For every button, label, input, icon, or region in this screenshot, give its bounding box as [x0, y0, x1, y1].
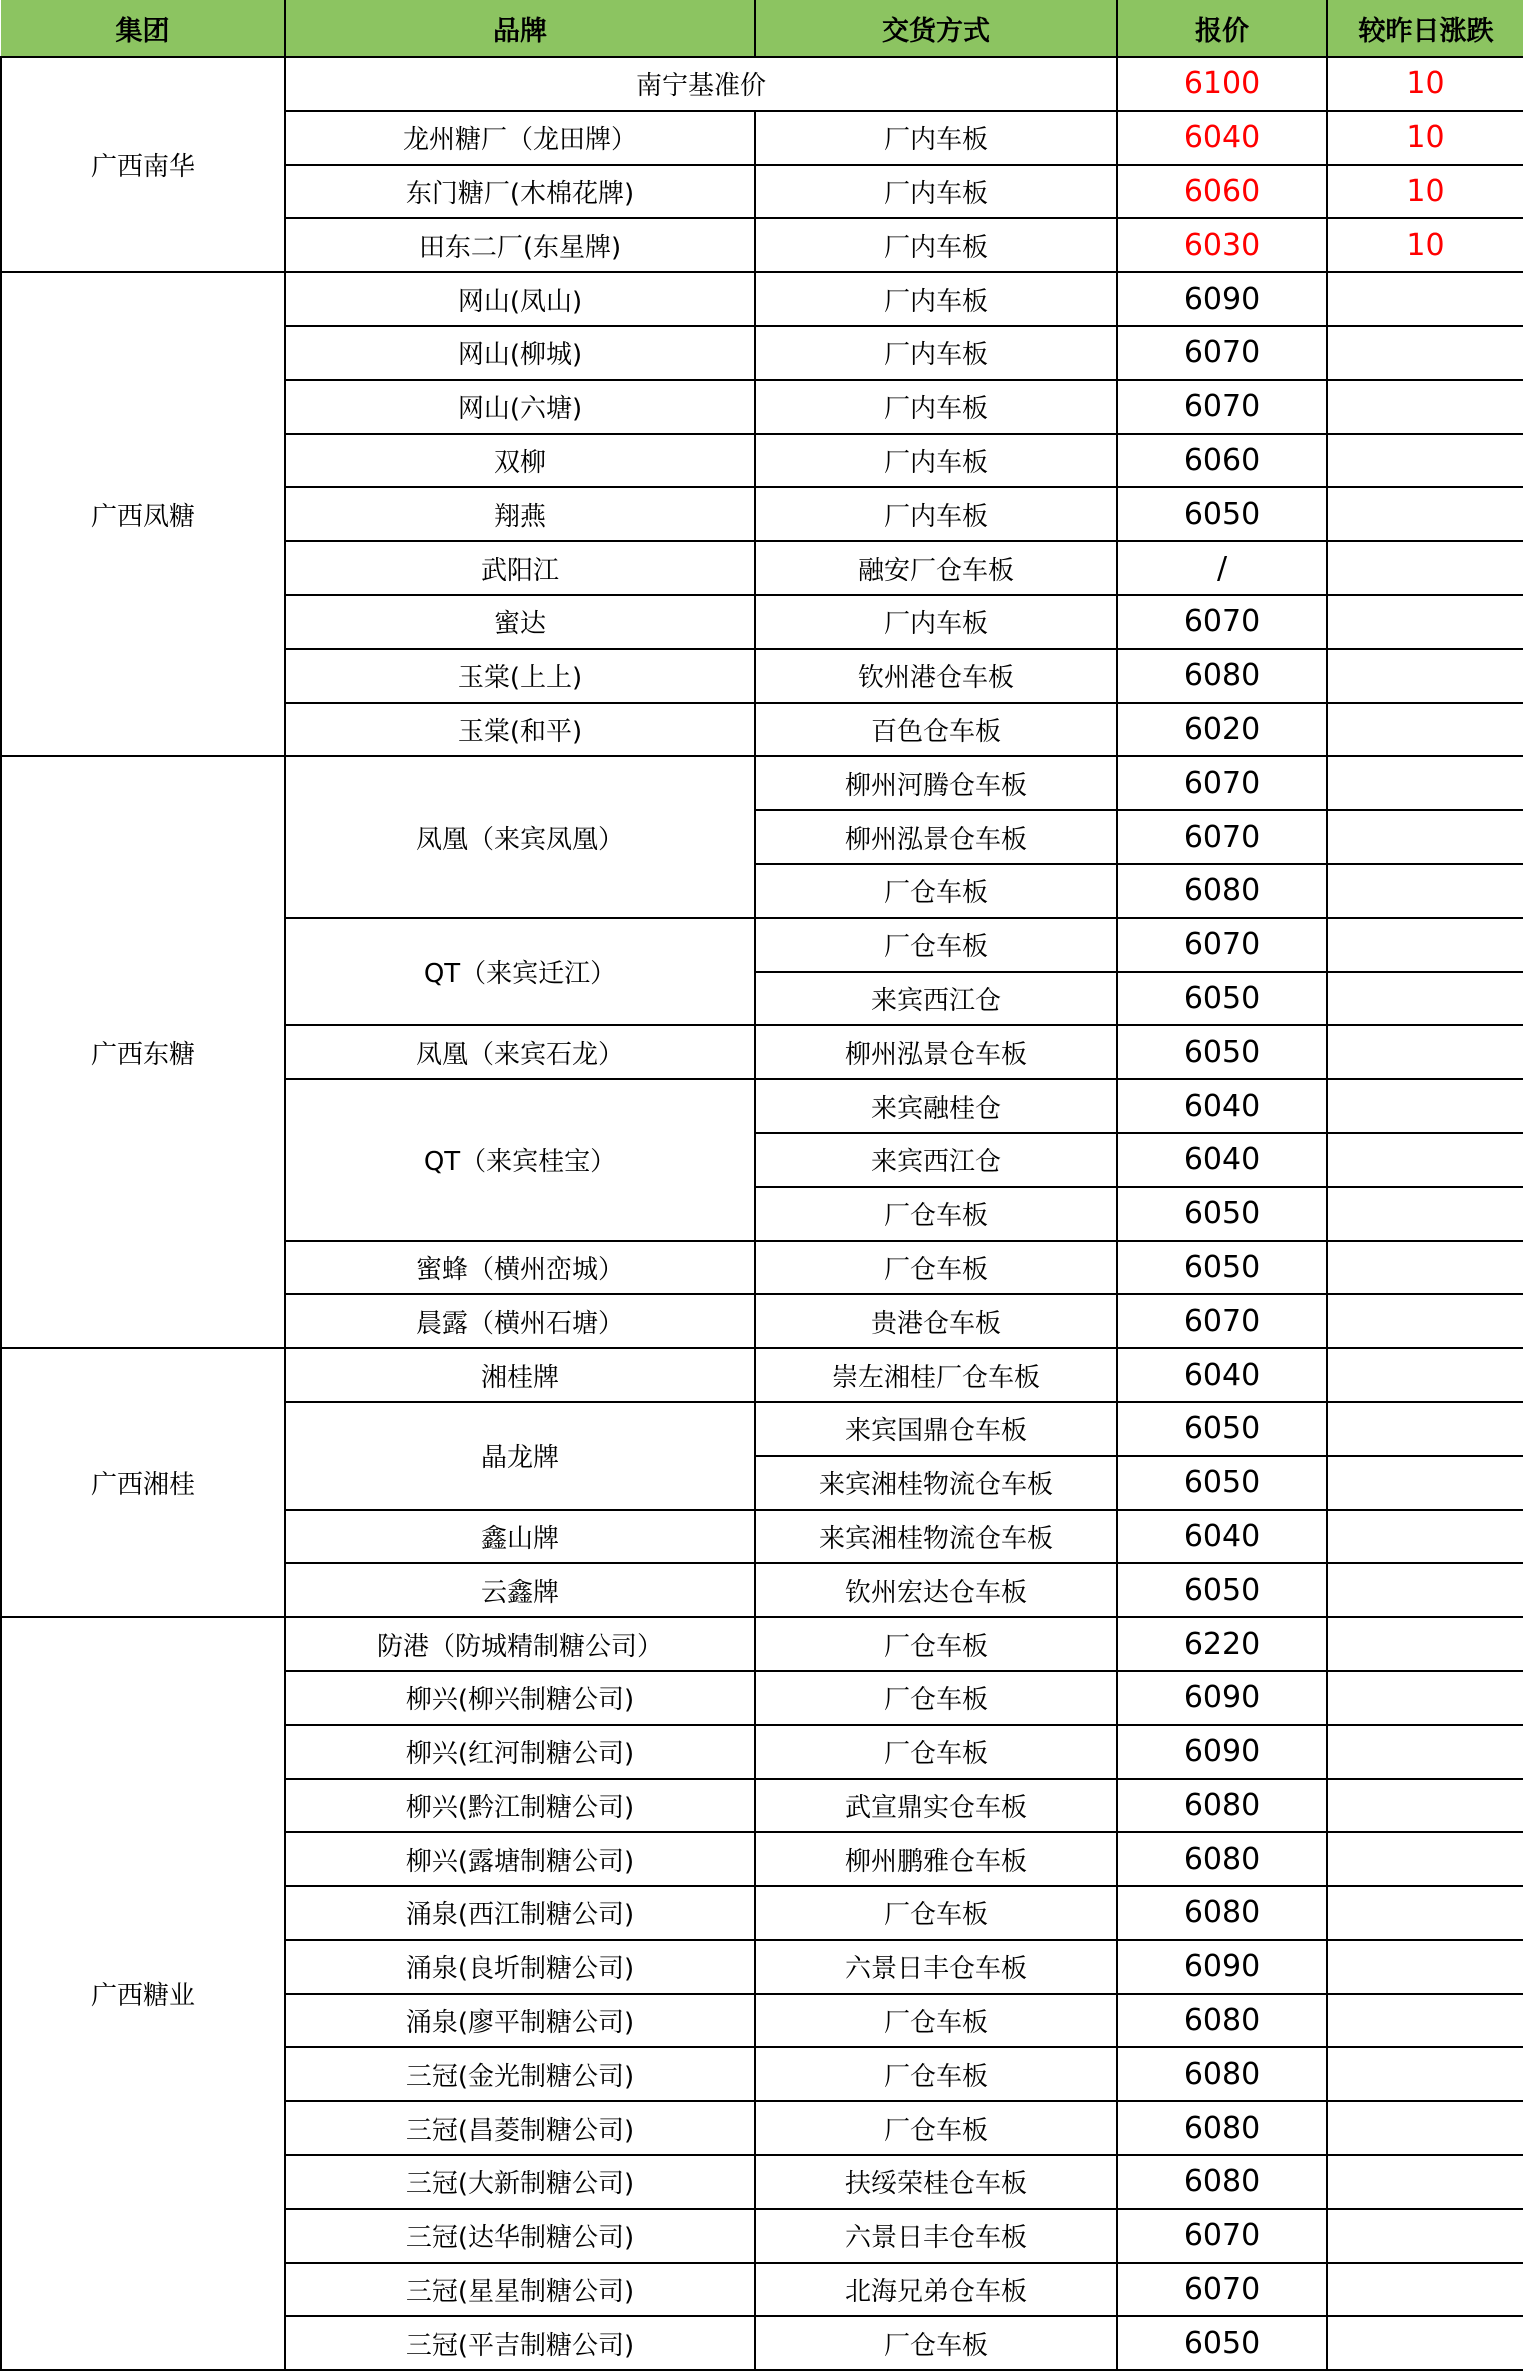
delivery-cell: 厂内车板 — [755, 595, 1117, 649]
column-header-price: 报价 — [1117, 0, 1327, 57]
change-cell — [1327, 1994, 1523, 2048]
table-row — [1, 57, 1523, 111]
delivery-cell: 厂仓车板 — [755, 1617, 1117, 1671]
price-cell: 6080 — [1117, 2155, 1327, 2209]
brand-cell: 涌泉(西江制糖公司) — [285, 1886, 755, 1940]
price-cell: 6040 — [1117, 1079, 1327, 1133]
table-row — [1, 1617, 1523, 1671]
price-cell: 6050 — [1117, 1456, 1327, 1510]
price-cell: 6070 — [1117, 380, 1327, 434]
brand-cell: 三冠(星星制糖公司) — [285, 2263, 755, 2317]
delivery-cell: 厂仓车板 — [755, 2101, 1117, 2155]
price-cell: 6050 — [1117, 1025, 1327, 1079]
price-cell: 6040 — [1117, 1510, 1327, 1564]
brand-cell: 柳兴(柳兴制糖公司) — [285, 1671, 755, 1725]
price-cell: 6050 — [1117, 487, 1327, 541]
price-cell: 6080 — [1117, 864, 1327, 918]
delivery-cell: 钦州宏达仓车板 — [755, 1563, 1117, 1617]
change-cell — [1327, 2155, 1523, 2209]
price-cell: 6100 — [1117, 57, 1327, 111]
change-cell — [1327, 1294, 1523, 1348]
brand-cell: 晶龙牌 — [285, 1402, 755, 1510]
brand-cell: 凤凰（来宾凤凰） — [285, 756, 755, 917]
delivery-cell: 厂仓车板 — [755, 918, 1117, 972]
price-cell: 6080 — [1117, 2101, 1327, 2155]
brand-cell: 柳兴(黔江制糖公司) — [285, 1779, 755, 1833]
change-cell: 10 — [1327, 57, 1523, 111]
delivery-cell: 厂仓车板 — [755, 1241, 1117, 1295]
brand-cell: 龙州糖厂（龙田牌） — [285, 111, 755, 165]
delivery-cell: 钦州港仓车板 — [755, 649, 1117, 703]
price-cell: 6040 — [1117, 111, 1327, 165]
delivery-cell: 厂内车板 — [755, 326, 1117, 380]
price-cell: 6050 — [1117, 1241, 1327, 1295]
brand-cell: 东门糖厂(木棉花牌) — [285, 165, 755, 219]
brand-cell: 网山(六塘) — [285, 380, 755, 434]
change-cell — [1327, 972, 1523, 1026]
change-cell — [1327, 1079, 1523, 1133]
price-cell: 6070 — [1117, 918, 1327, 972]
brand-cell: 双柳 — [285, 434, 755, 488]
delivery-cell: 厂仓车板 — [755, 2316, 1117, 2370]
change-cell — [1327, 595, 1523, 649]
price-cell: 6090 — [1117, 1725, 1327, 1779]
delivery-cell: 扶绥荣桂仓车板 — [755, 2155, 1117, 2209]
price-cell: 6070 — [1117, 756, 1327, 810]
delivery-cell: 厂仓车板 — [755, 1886, 1117, 1940]
group-cell: 广西东糖 — [1, 756, 285, 1348]
change-cell — [1327, 2316, 1523, 2370]
change-cell — [1327, 272, 1523, 326]
change-cell — [1327, 541, 1523, 595]
change-cell — [1327, 1563, 1523, 1617]
delivery-cell: 厂仓车板 — [755, 1725, 1117, 1779]
brand-cell: 柳兴(露塘制糖公司) — [285, 1832, 755, 1886]
change-cell — [1327, 2263, 1523, 2317]
delivery-cell: 来宾湘桂物流仓车板 — [755, 1510, 1117, 1564]
brand-cell: 网山(柳城) — [285, 326, 755, 380]
brand-cell: 凤凰（来宾石龙） — [285, 1025, 755, 1079]
change-cell — [1327, 487, 1523, 541]
change-cell — [1327, 1187, 1523, 1241]
price-cell: 6040 — [1117, 1348, 1327, 1402]
delivery-cell: 柳州河腾仓车板 — [755, 756, 1117, 810]
delivery-cell: 融安厂仓车板 — [755, 541, 1117, 595]
delivery-cell: 六景日丰仓车板 — [755, 2209, 1117, 2263]
price-cell: 6070 — [1117, 2209, 1327, 2263]
change-cell — [1327, 703, 1523, 757]
brand-cell: 三冠(平吉制糖公司) — [285, 2316, 755, 2370]
column-header-group: 集团 — [1, 0, 285, 57]
group-cell: 广西湘桂 — [1, 1348, 285, 1617]
brand-cell: 鑫山牌 — [285, 1510, 755, 1564]
price-cell: 6020 — [1117, 703, 1327, 757]
change-cell — [1327, 1348, 1523, 1402]
price-cell: 6070 — [1117, 1294, 1327, 1348]
delivery-cell: 厂仓车板 — [755, 864, 1117, 918]
change-cell — [1327, 2047, 1523, 2101]
delivery-cell: 厂内车板 — [755, 434, 1117, 488]
price-cell: 6080 — [1117, 1832, 1327, 1886]
delivery-cell: 厂仓车板 — [755, 1994, 1117, 2048]
delivery-cell: 百色仓车板 — [755, 703, 1117, 757]
price-cell: 6220 — [1117, 1617, 1327, 1671]
change-cell — [1327, 1241, 1523, 1295]
brand-cell: 翔燕 — [285, 487, 755, 541]
brand-cell: 涌泉(廖平制糖公司) — [285, 1994, 755, 2048]
change-cell — [1327, 756, 1523, 810]
change-cell: 10 — [1327, 165, 1523, 219]
price-cell: 6070 — [1117, 810, 1327, 864]
brand-cell: 网山(凤山) — [285, 272, 755, 326]
brand-cell: 武阳江 — [285, 541, 755, 595]
price-cell: / — [1117, 541, 1327, 595]
brand-cell: 三冠(金光制糖公司) — [285, 2047, 755, 2101]
table-row — [1, 272, 1523, 326]
change-cell — [1327, 1832, 1523, 1886]
delivery-cell: 厂内车板 — [755, 111, 1117, 165]
change-cell — [1327, 1725, 1523, 1779]
delivery-cell: 崇左湘桂厂仓车板 — [755, 1348, 1117, 1402]
delivery-cell: 北海兄弟仓车板 — [755, 2263, 1117, 2317]
delivery-cell: 柳州鹏雅仓车板 — [755, 1832, 1117, 1886]
change-cell — [1327, 1940, 1523, 1994]
change-cell — [1327, 380, 1523, 434]
delivery-cell: 厂内车板 — [755, 380, 1117, 434]
delivery-cell: 来宾湘桂物流仓车板 — [755, 1456, 1117, 1510]
table-row — [1, 1348, 1523, 1402]
delivery-cell: 厂仓车板 — [755, 1671, 1117, 1725]
price-cell: 6050 — [1117, 2316, 1327, 2370]
price-cell: 6080 — [1117, 1886, 1327, 1940]
price-cell: 6040 — [1117, 1133, 1327, 1187]
price-cell: 6080 — [1117, 2047, 1327, 2101]
change-cell — [1327, 1617, 1523, 1671]
brand-cell: 涌泉(良圻制糖公司) — [285, 1940, 755, 1994]
change-cell — [1327, 918, 1523, 972]
brand-cell: 南宁基准价 — [285, 57, 1117, 111]
delivery-cell: 厂内车板 — [755, 165, 1117, 219]
delivery-cell: 来宾西江仓 — [755, 972, 1117, 1026]
price-cell: 6080 — [1117, 649, 1327, 703]
brand-cell: 防港（防城精制糖公司） — [285, 1617, 755, 1671]
price-cell: 6050 — [1117, 1187, 1327, 1241]
change-cell — [1327, 1510, 1523, 1564]
brand-cell: 蜜蜂（横州峦城） — [285, 1241, 755, 1295]
brand-cell: QT（来宾迁江） — [285, 918, 755, 1026]
price-cell: 6050 — [1117, 1402, 1327, 1456]
change-cell — [1327, 1402, 1523, 1456]
column-header-delivery: 交货方式 — [755, 0, 1117, 57]
delivery-cell: 厂仓车板 — [755, 1187, 1117, 1241]
brand-cell: 蜜达 — [285, 595, 755, 649]
price-cell: 6070 — [1117, 2263, 1327, 2317]
price-cell: 6090 — [1117, 272, 1327, 326]
delivery-cell: 厂内车板 — [755, 487, 1117, 541]
column-header-change: 较昨日涨跌 — [1327, 0, 1523, 57]
price-cell: 6080 — [1117, 1994, 1327, 2048]
delivery-cell: 武宣鼎实仓车板 — [755, 1779, 1117, 1833]
change-cell — [1327, 1779, 1523, 1833]
price-table-body — [1, 57, 1523, 2370]
column-header-brand: 品牌 — [285, 0, 755, 57]
brand-cell: 三冠(昌菱制糖公司) — [285, 2101, 755, 2155]
brand-cell: 湘桂牌 — [285, 1348, 755, 1402]
change-cell — [1327, 1133, 1523, 1187]
delivery-cell: 柳州泓景仓车板 — [755, 810, 1117, 864]
delivery-cell: 来宾西江仓 — [755, 1133, 1117, 1187]
change-cell — [1327, 2101, 1523, 2155]
delivery-cell: 来宾国鼎仓车板 — [755, 1402, 1117, 1456]
price-cell: 6050 — [1117, 972, 1327, 1026]
price-cell: 6070 — [1117, 595, 1327, 649]
brand-cell: 三冠(大新制糖公司) — [285, 2155, 755, 2209]
change-cell — [1327, 1886, 1523, 1940]
change-cell — [1327, 649, 1523, 703]
header-row — [1, 0, 1523, 57]
price-cell: 6090 — [1117, 1940, 1327, 1994]
change-cell — [1327, 1456, 1523, 1510]
delivery-cell: 厂仓车板 — [755, 2047, 1117, 2101]
brand-cell: 玉棠(上上) — [285, 649, 755, 703]
change-cell — [1327, 810, 1523, 864]
delivery-cell: 来宾融桂仓 — [755, 1079, 1117, 1133]
change-cell — [1327, 1025, 1523, 1079]
change-cell — [1327, 2209, 1523, 2263]
brand-cell: 三冠(达华制糖公司) — [285, 2209, 755, 2263]
change-cell — [1327, 326, 1523, 380]
change-cell — [1327, 864, 1523, 918]
brand-cell: 田东二厂(东星牌) — [285, 218, 755, 272]
group-cell: 广西南华 — [1, 57, 285, 272]
delivery-cell: 厂内车板 — [755, 218, 1117, 272]
table-row — [1, 756, 1523, 810]
brand-cell: 晨露（横州石塘） — [285, 1294, 755, 1348]
price-cell: 6080 — [1117, 1779, 1327, 1833]
delivery-cell: 柳州泓景仓车板 — [755, 1025, 1117, 1079]
delivery-cell: 厂内车板 — [755, 272, 1117, 326]
delivery-cell: 六景日丰仓车板 — [755, 1940, 1117, 1994]
brand-cell: QT（来宾桂宝） — [285, 1079, 755, 1240]
change-cell — [1327, 434, 1523, 488]
price-cell: 6030 — [1117, 218, 1327, 272]
change-cell: 10 — [1327, 218, 1523, 272]
brand-cell: 玉棠(和平) — [285, 703, 755, 757]
brand-cell: 柳兴(红河制糖公司) — [285, 1725, 755, 1779]
price-cell: 6090 — [1117, 1671, 1327, 1725]
delivery-cell: 贵港仓车板 — [755, 1294, 1117, 1348]
change-cell — [1327, 1671, 1523, 1725]
change-cell: 10 — [1327, 111, 1523, 165]
price-cell: 6050 — [1117, 1563, 1327, 1617]
price-cell: 6060 — [1117, 434, 1327, 488]
brand-cell: 云鑫牌 — [285, 1563, 755, 1617]
group-cell: 广西糖业 — [1, 1617, 285, 2370]
group-cell: 广西凤糖 — [1, 272, 285, 756]
price-cell: 6070 — [1117, 326, 1327, 380]
price-cell: 6060 — [1117, 165, 1327, 219]
